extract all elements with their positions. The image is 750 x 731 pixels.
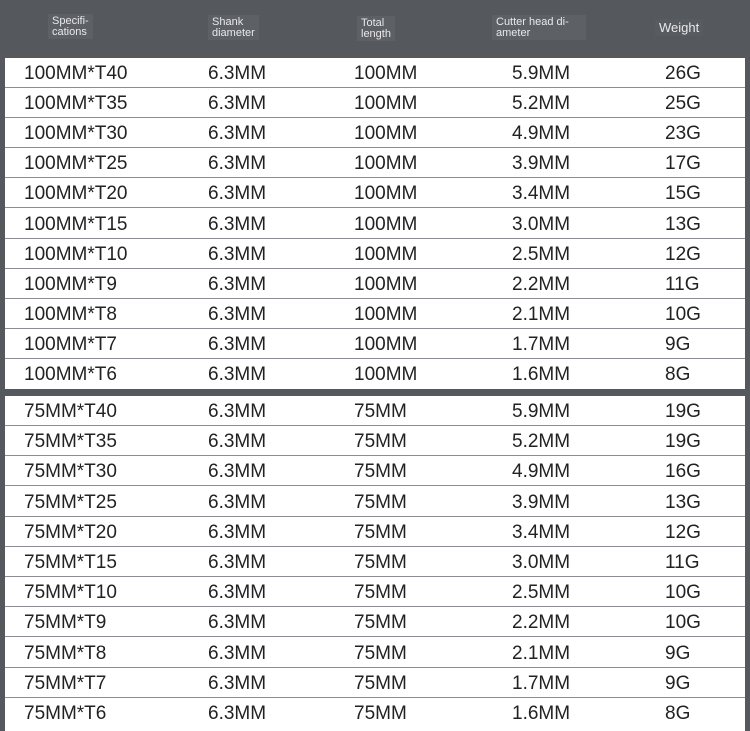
cell-total-length: 100MM: [354, 274, 418, 295]
cell-specification: 75MM*T15: [24, 552, 117, 573]
table-row: [5, 88, 745, 118]
cell-cutter-head-diameter: 2.1MM: [512, 304, 571, 325]
cell-shank-diameter: 6.3MM: [208, 431, 267, 452]
cell-shank-diameter: 6.3MM: [208, 364, 267, 385]
cell-shank-diameter: 6.3MM: [208, 492, 267, 513]
cell-specification: 75MM*T30: [24, 461, 117, 482]
table-row: [5, 668, 745, 698]
header-shank-diameter: Shank diameter: [208, 15, 259, 40]
cell-specification: 75MM*T40: [24, 401, 117, 422]
cell-specification: 75MM*T6: [24, 703, 107, 724]
cell-shank-diameter: 6.3MM: [208, 93, 267, 114]
cell-shank-diameter: 6.3MM: [208, 274, 267, 295]
cell-weight: 11G: [665, 552, 700, 573]
cell-weight: 10G: [665, 304, 701, 325]
cell-weight: 13G: [665, 214, 701, 235]
cell-weight: 15G: [665, 183, 701, 204]
cell-shank-diameter: 6.3MM: [208, 183, 267, 204]
table-header: [0, 0, 750, 56]
cell-cutter-head-diameter: 3.4MM: [512, 522, 571, 543]
cell-cutter-head-diameter: 3.4MM: [512, 183, 571, 204]
cell-weight: 10G: [665, 582, 701, 603]
cell-specification: 100MM*T35: [24, 93, 128, 114]
cell-specification: 100MM*T9: [24, 274, 117, 295]
header-total-length: Total length: [357, 16, 395, 41]
cell-specification: 75MM*T25: [24, 492, 117, 513]
cell-total-length: 75MM: [354, 492, 407, 513]
cell-shank-diameter: 6.3MM: [208, 673, 267, 694]
cell-total-length: 100MM: [354, 93, 418, 114]
cell-specification: 75MM*T8: [24, 643, 107, 664]
cell-shank-diameter: 6.3MM: [208, 643, 267, 664]
cell-shank-diameter: 6.3MM: [208, 401, 267, 422]
cell-cutter-head-diameter: 4.9MM: [512, 123, 571, 144]
table-row: [5, 547, 745, 577]
cell-total-length: 75MM: [354, 431, 407, 452]
cell-shank-diameter: 6.3MM: [208, 304, 267, 325]
cell-weight: 19G: [665, 431, 701, 452]
table-row: [5, 517, 745, 547]
table-row: [5, 269, 745, 299]
header-weight: Weight: [655, 19, 703, 36]
table-row: [5, 638, 745, 668]
cell-shank-diameter: 6.3MM: [208, 214, 267, 235]
cell-weight: 11G: [665, 274, 700, 295]
table-row: [5, 698, 745, 728]
cell-shank-diameter: 6.3MM: [208, 582, 267, 603]
cell-cutter-head-diameter: 3.9MM: [512, 492, 571, 513]
cell-cutter-head-diameter: 5.9MM: [512, 401, 571, 422]
table-row: [5, 58, 745, 88]
cell-cutter-head-diameter: 4.9MM: [512, 461, 571, 482]
cell-shank-diameter: 6.3MM: [208, 334, 267, 355]
cell-specification: 100MM*T15: [24, 214, 128, 235]
cell-total-length: 75MM: [354, 612, 407, 633]
table-75mm: [5, 396, 745, 731]
cell-specification: 100MM*T10: [24, 244, 128, 265]
cell-cutter-head-diameter: 1.6MM: [512, 703, 571, 724]
cell-cutter-head-diameter: 1.7MM: [512, 673, 571, 694]
cell-specification: 75MM*T35: [24, 431, 117, 452]
table-row: [5, 607, 745, 637]
cell-weight: 25G: [665, 93, 701, 114]
cell-shank-diameter: 6.3MM: [208, 612, 267, 633]
cell-total-length: 100MM: [354, 364, 418, 385]
cell-shank-diameter: 6.3MM: [208, 63, 267, 84]
cell-shank-diameter: 6.3MM: [208, 552, 267, 573]
cell-cutter-head-diameter: 2.5MM: [512, 582, 571, 603]
cell-cutter-head-diameter: 1.7MM: [512, 334, 571, 355]
cell-cutter-head-diameter: 5.2MM: [512, 93, 571, 114]
table-row: [5, 239, 745, 269]
cell-specification: 100MM*T25: [24, 153, 128, 174]
cell-total-length: 100MM: [354, 334, 418, 355]
cell-total-length: 75MM: [354, 401, 407, 422]
cell-weight: 16G: [665, 461, 701, 482]
cell-specification: 100MM*T7: [24, 334, 117, 355]
cell-cutter-head-diameter: 5.2MM: [512, 431, 571, 452]
cell-shank-diameter: 6.3MM: [208, 703, 267, 724]
cell-cutter-head-diameter: 5.9MM: [512, 63, 571, 84]
cell-weight: 23G: [665, 123, 701, 144]
table-row: [5, 396, 745, 426]
table-row: [5, 577, 745, 607]
cell-weight: 17G: [665, 153, 701, 174]
cell-specification: 100MM*T6: [24, 364, 117, 385]
table-row: [5, 456, 745, 486]
cell-specification: 100MM*T40: [24, 63, 128, 84]
cell-cutter-head-diameter: 2.2MM: [512, 612, 571, 633]
cell-weight: 10G: [665, 612, 701, 633]
cell-shank-diameter: 6.3MM: [208, 123, 267, 144]
cell-weight: 9G: [665, 334, 691, 355]
cell-weight: 9G: [665, 673, 691, 694]
cell-total-length: 75MM: [354, 461, 407, 482]
table-100mm: [5, 58, 745, 389]
cell-total-length: 75MM: [354, 703, 407, 724]
cell-weight: 26G: [665, 63, 701, 84]
table-row: [5, 299, 745, 329]
cell-total-length: 100MM: [354, 244, 418, 265]
cell-total-length: 75MM: [354, 582, 407, 603]
cell-weight: 8G: [665, 364, 691, 385]
cell-total-length: 75MM: [354, 522, 407, 543]
cell-specification: 75MM*T9: [24, 612, 107, 633]
cell-specification: 75MM*T7: [24, 673, 107, 694]
cell-shank-diameter: 6.3MM: [208, 153, 267, 174]
cell-cutter-head-diameter: 3.9MM: [512, 153, 571, 174]
cell-cutter-head-diameter: 2.2MM: [512, 274, 571, 295]
table-row: [5, 487, 745, 517]
cell-shank-diameter: 6.3MM: [208, 522, 267, 543]
cell-cutter-head-diameter: 3.0MM: [512, 214, 571, 235]
table-row: [5, 118, 745, 148]
cell-total-length: 100MM: [354, 304, 418, 325]
cell-total-length: 100MM: [354, 214, 418, 235]
cell-specification: 100MM*T30: [24, 123, 128, 144]
cell-cutter-head-diameter: 1.6MM: [512, 364, 571, 385]
table-row: [5, 148, 745, 178]
table-row: [5, 178, 745, 208]
cell-total-length: 100MM: [354, 123, 418, 144]
cell-weight: 19G: [665, 401, 701, 422]
table-row: [5, 359, 745, 389]
cell-weight: 13G: [665, 492, 701, 513]
cell-weight: 9G: [665, 643, 691, 664]
cell-weight: 12G: [665, 244, 701, 265]
table-row: [5, 329, 745, 359]
cell-total-length: 75MM: [354, 673, 407, 694]
cell-specification: 100MM*T8: [24, 304, 117, 325]
table-row: [5, 426, 745, 456]
cell-cutter-head-diameter: 3.0MM: [512, 552, 571, 573]
cell-total-length: 100MM: [354, 153, 418, 174]
cell-total-length: 100MM: [354, 63, 418, 84]
cell-specification: 75MM*T20: [24, 522, 117, 543]
cell-total-length: 75MM: [354, 552, 407, 573]
header-cutter-head-diameter: Cutter head di- ameter: [492, 15, 586, 40]
cell-total-length: 75MM: [354, 643, 407, 664]
table-row: [5, 209, 745, 239]
cell-cutter-head-diameter: 2.1MM: [512, 643, 571, 664]
cell-total-length: 100MM: [354, 183, 418, 204]
cell-weight: 12G: [665, 522, 701, 543]
cell-weight: 8G: [665, 703, 691, 724]
cell-cutter-head-diameter: 2.5MM: [512, 244, 571, 265]
cell-specification: 100MM*T20: [24, 183, 128, 204]
cell-shank-diameter: 6.3MM: [208, 244, 267, 265]
cell-specification: 75MM*T10: [24, 582, 117, 603]
cell-shank-diameter: 6.3MM: [208, 461, 267, 482]
header-specifications: Specifi- cations: [48, 14, 93, 39]
